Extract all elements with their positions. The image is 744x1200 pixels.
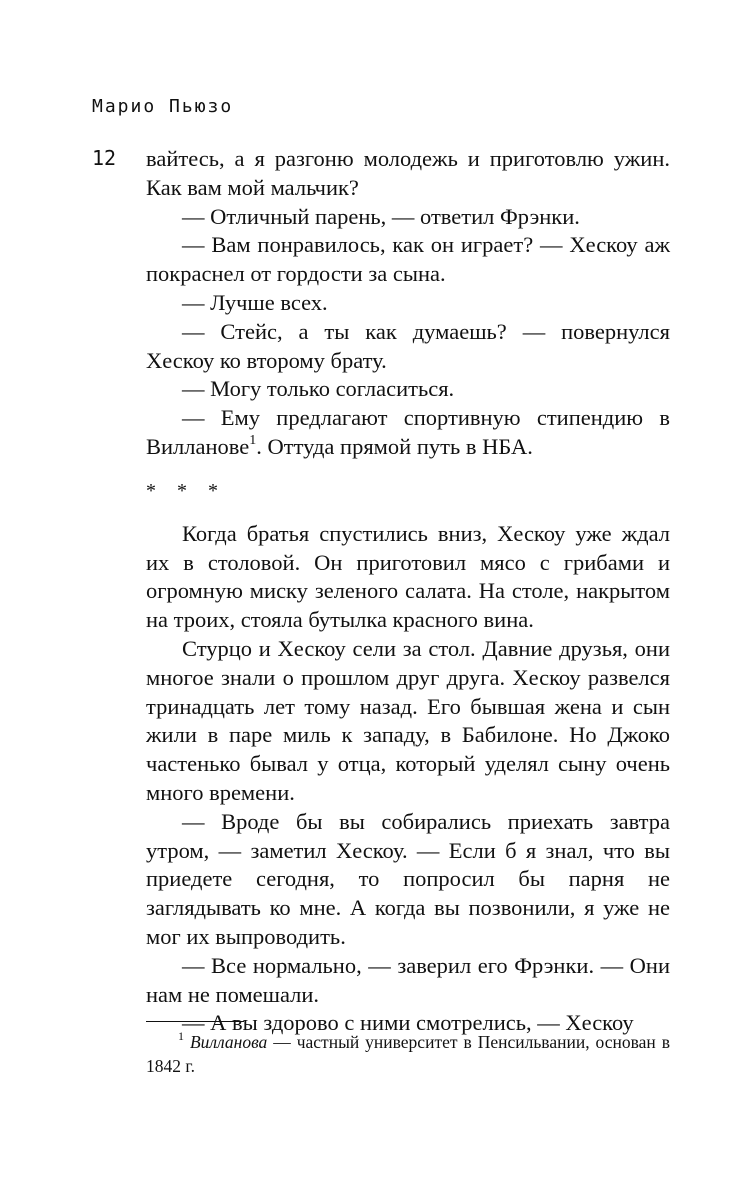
paragraph-text: — Ему предлагают спортивную стипендию в Вилланове bbox=[146, 405, 670, 459]
section-separator: * * * bbox=[146, 479, 226, 502]
footnote-mark: 1 bbox=[178, 1029, 184, 1044]
page-number: 12 bbox=[92, 146, 117, 170]
paragraph: — А вы здорово с ними смотрелись, — Хескоу bbox=[182, 1010, 634, 1036]
running-header-author: Марио Пьюзо bbox=[92, 96, 234, 117]
main-text bbox=[146, 145, 670, 1038]
footnote-term: Вилланова bbox=[189, 1032, 268, 1052]
paragraph: Когда братья спустились вниз, Хескоу уже ждал их в столовой. Он приготовил мясо с грибами и огромную миску зеленого салата. На столе, накрытом на троих, стояла бутылка красного вина. bbox=[146, 520, 670, 633]
paragraph-with-footnote bbox=[146, 404, 670, 462]
footnote-text: — частный университет в Пенсильвании, основан в 1842 г. bbox=[146, 1032, 670, 1076]
paragraph: — Вам понравилось, как он играет? — Хескоу аж покраснел от гордости за сына. bbox=[146, 232, 670, 287]
paragraph: — Отличный парень, — ответил Фрэнки. bbox=[182, 203, 580, 229]
paragraph: — Могу только согласиться. bbox=[182, 376, 455, 402]
footnote-divider bbox=[146, 1021, 244, 1022]
paragraph-text: . Оттуда прямой путь в НБА. bbox=[256, 433, 533, 459]
paragraph: вайтесь, а я разгоню молодежь и приготовлю ужин. Как вам мой мальчик? bbox=[146, 146, 670, 200]
footnote bbox=[146, 1030, 670, 1078]
paragraph: Стурцо и Хескоу сели за стол. Давние друзья, они многое знали о прошлом друг друга. Хескоу развелся тринадцать лет тому назад. Его бывшая жена и сын жили в паре миль к западу, в Бабилоне. Но Джоко частенько бывал у отца, который уделял сыну очень много времени. bbox=[146, 635, 670, 805]
footnote-reference[interactable]: 1 bbox=[249, 433, 257, 449]
paragraph: — Вроде бы вы собирались приехать завтра утром, — заметил Хескоу. — Если б я знал, что вы приедете сегодня, то попросил бы парня не заглядывать ко мне. А когда вы позвонили, я уже не мог их выпроводить. bbox=[146, 808, 670, 949]
paragraph: — Лучше всех. bbox=[182, 289, 328, 315]
paragraph: — Все нормально, — заверил его Фрэнки. — Они нам не помешали. bbox=[146, 952, 670, 1007]
paragraph: — Стейс, а ты как думаешь? — повернулся Хескоу ко второму брату. bbox=[146, 318, 670, 373]
